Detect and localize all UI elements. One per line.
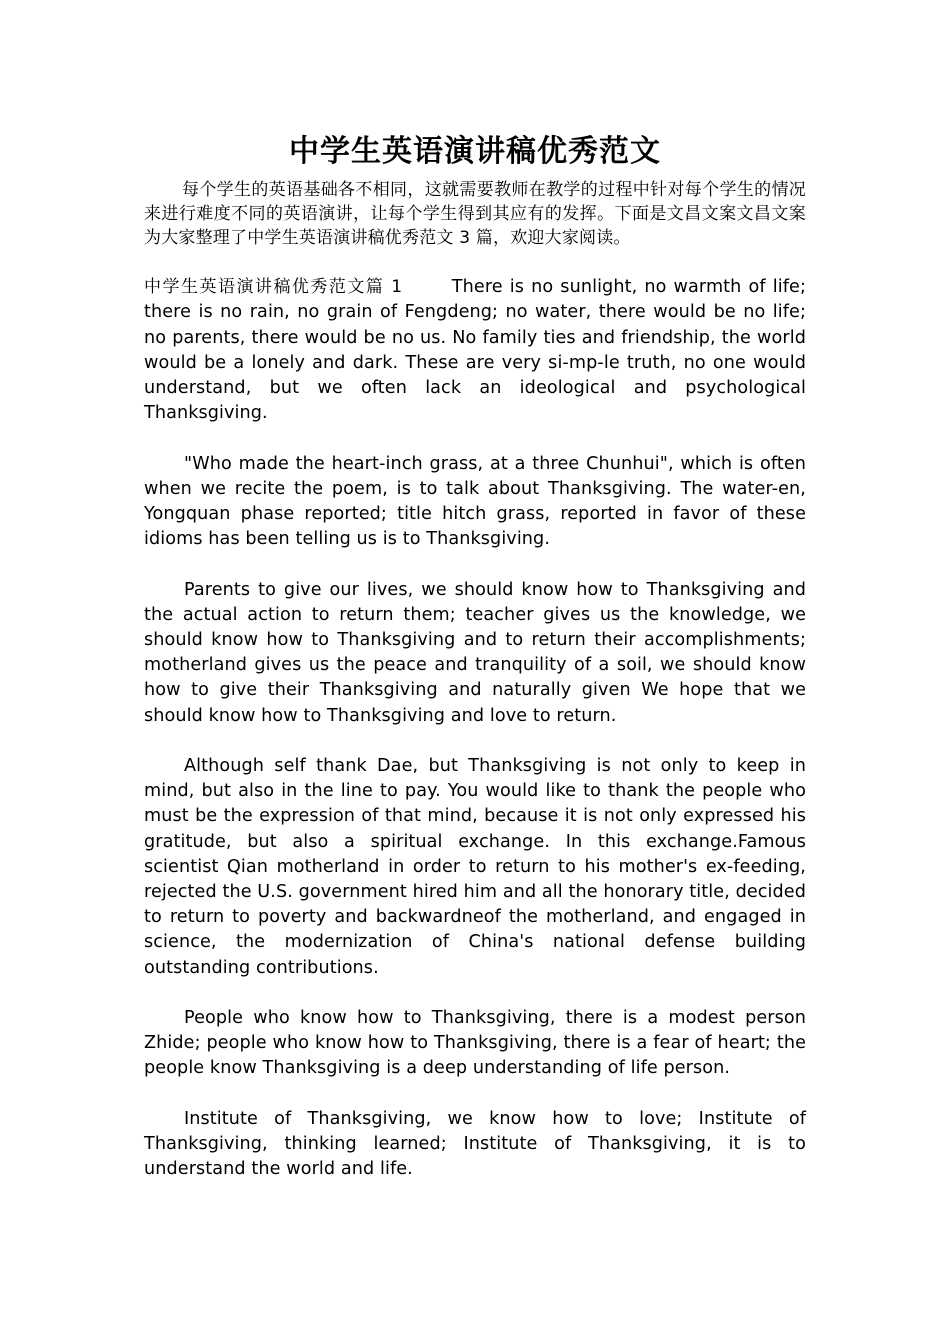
document-page [144, 130, 806, 1182]
body-paragraph-2: "Who made the heart-inch grass, at a three Chunhui", which is often when we recite the poem, is to talk about Thanksgiving. The water-en, Yongquan phase reported; title hitch grass, reported in favor of these idioms has been telling us is to Thanksgiving. [144, 453, 806, 550]
section-heading: 中学生英语演讲稿优秀范文篇 1 [144, 277, 403, 298]
body-paragraph-3: Parents to give our lives, we should know how to Thanksgiving and the actual action to return them; teacher gives us the knowledge, we should know how to Thanksgiving and to return their accomplishments; motherland gives us the peace and tranquility of a soil, we should know how to give their Thanksgiving and naturally given We hope that we should know how to Thanksgiving and love to return. [144, 579, 806, 726]
body-paragraph-6: Institute of Thanksgiving, we know how to love; Institute of Thanksgiving, thinking learned; Institute of Thanksgiving, it is to understand the world and life. [144, 1108, 806, 1180]
paragraph-gap [144, 1082, 806, 1107]
paragraph-gap [144, 426, 806, 451]
paragraph-gap [144, 552, 806, 577]
body-paragraph-4: Although self thank Dae, but Thanksgiving is not only to keep in mind, but also in the line to pay. You would like to thank the people who must be the expression of that mind, because it is not only expressed his gratitude, but also a spiritual exchange. In this exchange.Famous scientist Qian motherland in order to return to his mother's ex-feeding, rejected the U.S. government hired him and all the honorary title, decided to return to poverty and backwardneof the motherland, and engaged in science, the modernization of China's national defense building outstanding contributions. [144, 756, 807, 978]
paragraph-gap [144, 729, 806, 754]
body-paragraph-1 [144, 275, 806, 426]
document-title: 中学生英语演讲稿优秀范文 [289, 134, 661, 169]
paragraph-text: There is no sunlight, no warmth of life; there is no rain, no grain of Fengdeng; no water, there would be no life; no parents, there would be no us. No family ties and friendship, the world would be a lonely and dark. These are very si-mp-le truth, no one would understand, but we often lack an ideological and psychological Thanksgiving. [144, 277, 806, 424]
intro-paragraph: 每个学生的英语基础各不相同，这就需要教师在教学的过程中针对每个学生的情况来进行难度不同的英语演讲，让每个学生得到其应有的发挥。下面是文昌文案文昌文案为大家整理了中学生英语演讲稿优秀范文 3 篇，欢迎大家阅读。 [144, 180, 806, 248]
body-paragraph-5: People who know how to Thanksgiving, there is a modest person Zhide; people who know how to Thanksgiving, there is a fear of heart; the people know Thanksgiving is a deep understanding of life person. [144, 1008, 806, 1079]
paragraph-gap [144, 250, 806, 275]
paragraph-gap [144, 981, 806, 1006]
